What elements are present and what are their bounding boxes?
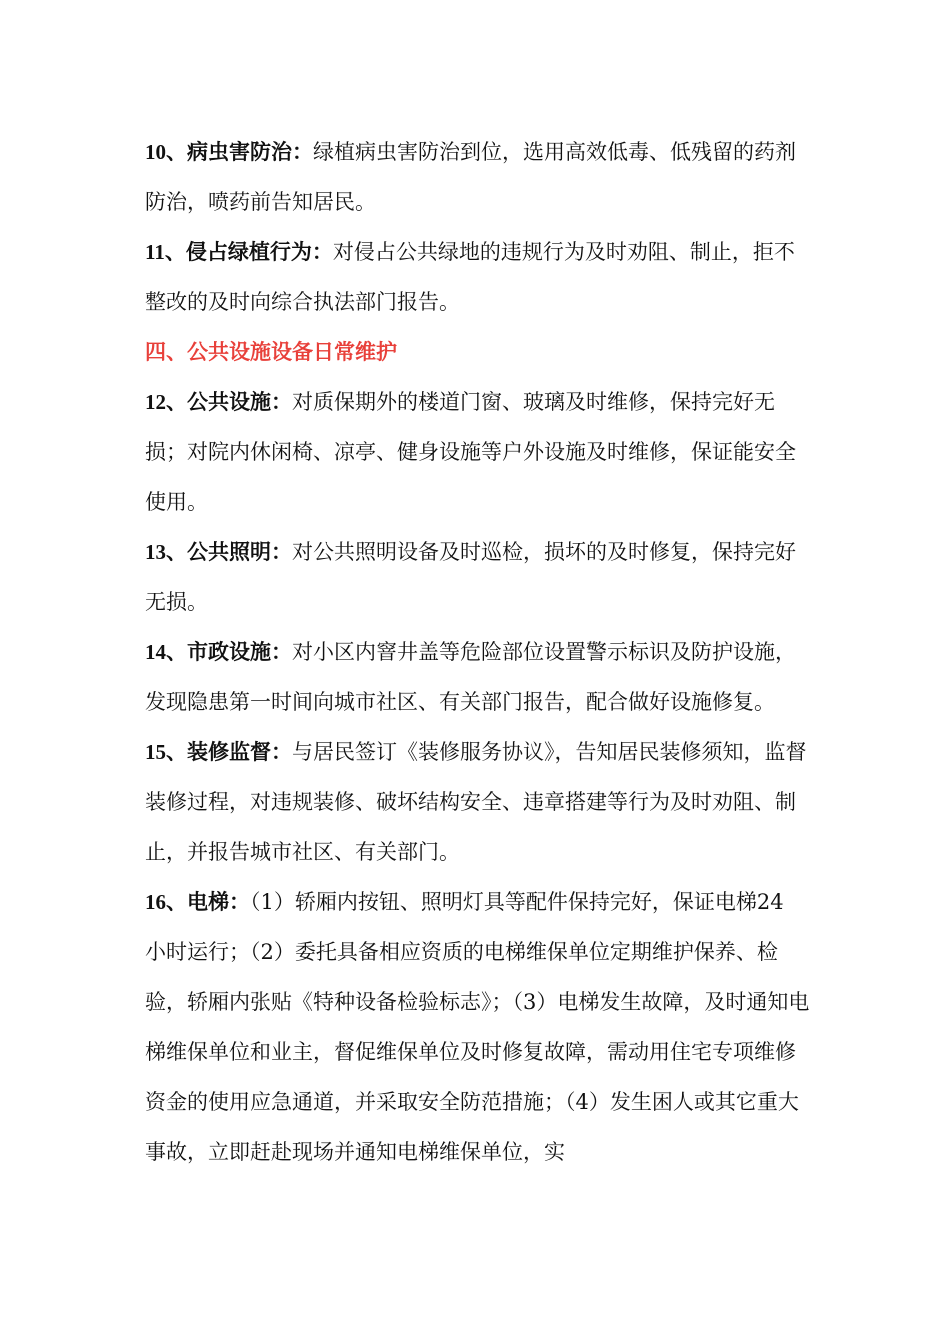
document-body [145,127,810,1177]
item-13 [145,527,810,627]
item-label: 公共设施： [187,389,292,414]
item-number: 11、 [145,240,186,264]
item-text: 绿植病虫害防治到位，选用高效低毒、低残留的药剂防治，喷药前告知居民。 [145,140,796,214]
item-14 [145,627,810,727]
item-text: 与居民签订《装修服务协议》，告知居民装修须知，监督装修过程，对违规装修、破坏结构安全、违章搭建等行为及时劝阻、制止，并报告城市社区、有关部门。 [145,740,807,864]
item-10 [145,127,810,227]
item-label: 市政设施： [187,639,292,664]
item-text: 对侵占公共绿地的违规行为及时劝阻、制止，拒不整改的及时向综合执法部门报告。 [145,240,795,314]
item-text: （1）轿厢内按钮、照明灯具等配件保持完好，保证电梯24 小时运行；（2）委托具备相应资质的电梯维保单位定期维护保养、检验，轿厢内张贴《特种设备检验标志》；（3）电梯发生故障，及时通知电梯维保单位和业主，督促维保单位及时修复故障，需动用住宅专项维修资金的使用应急通道，并采取安全防范措施；（4）发生困人或其它重大事故，立即赶赴现场并通知电梯维保单位，实 [145,890,810,1164]
item-16 [145,877,810,1177]
item-12 [145,377,810,527]
item-number: 12、 [145,390,187,414]
item-15 [145,727,810,877]
item-label: 装修监督： [187,739,292,764]
section-heading: 四、公共设施设备日常维护 [145,339,397,364]
item-number: 15、 [145,740,187,764]
item-number: 13、 [145,540,187,564]
item-label: 公共照明： [187,539,292,564]
item-text: 对质保期外的楼道门窗、玻璃及时维修，保持完好无损；对院内休闲椅、凉亭、健身设施等户外设施及时维修，保证能安全使用。 [145,390,796,514]
item-label: 侵占绿植行为： [185,239,333,264]
item-text: 对小区内窨井盖等危险部位设置警示标识及防护设施，发现隐患第一时间向城市社区、有关部门报告，配合做好设施修复。 [145,640,796,714]
item-text: 对公共照明设备及时巡检，损坏的及时修复，保持完好无损。 [145,540,796,614]
item-number: 14、 [145,640,187,664]
item-label: 病虫害防治： [187,139,313,164]
item-number: 16、 [145,890,187,914]
item-11 [145,227,810,327]
item-label: 电梯： [187,889,250,914]
item-number: 10、 [145,140,187,164]
